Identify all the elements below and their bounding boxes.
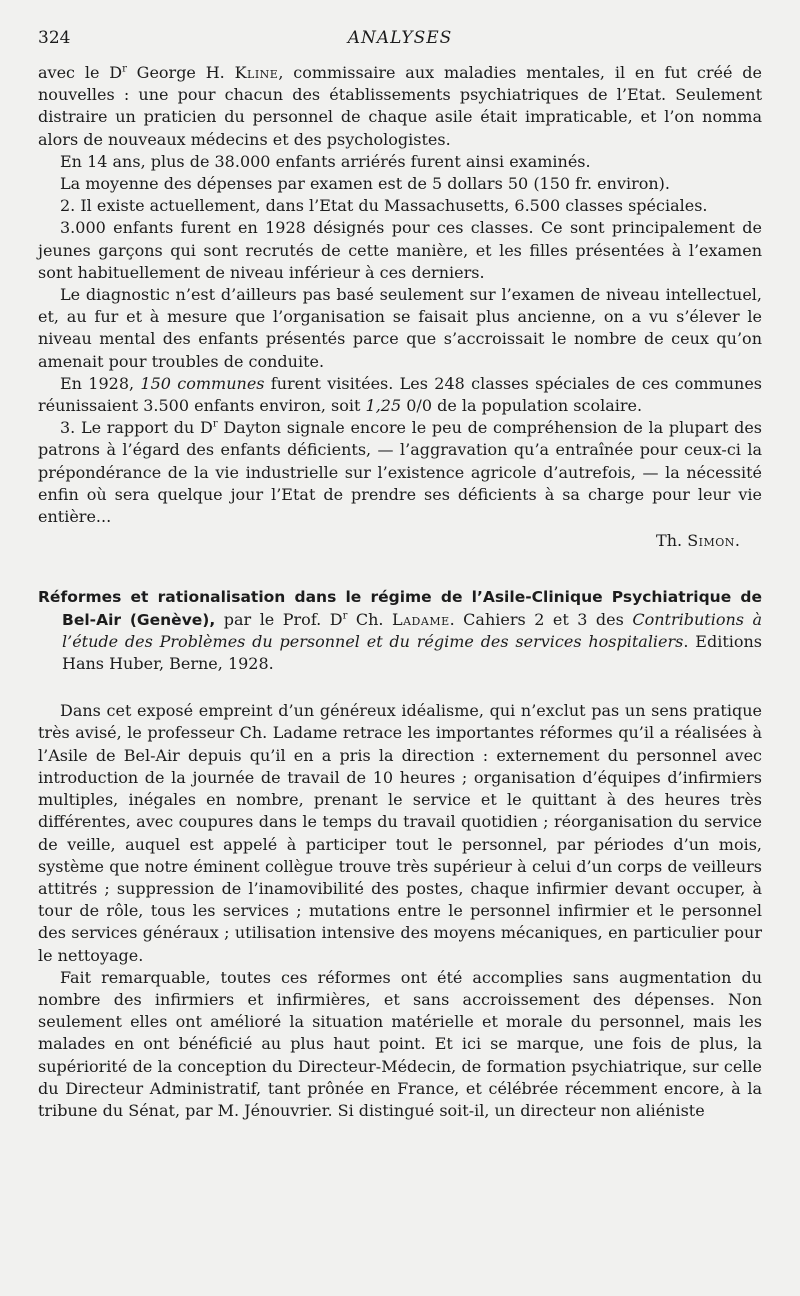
paragraph: 2. Il existe actuellement, dans l’Etat du Massachusetts, 6.500 classes spéciales. <box>60 196 708 216</box>
paragraph: 3.000 enfants furent en 1928 désignés pour ces classes. Ce sont principalement de jeunes garçons qui sont recrutés de cette manière, et les filles présentées à l’examen sont habituellement de niveau inférieur à ces derniers. <box>38 218 762 282</box>
paragraph: avec le $D^r$ George H. Kline, commissaire aux maladies mentales, il en fut créé de nouvelles : une pour chacun des établissements psychiatriques de l’Etat. Seulement distraire un praticien du personnel de chaque asile était impraticable, et l’on nomma alors de nouveaux médecins et des psychologistes. <box>38 63 763 149</box>
running-head: ANALYSES <box>347 28 453 48</box>
paragraph: Fait remarquable, toutes ces réformes ont été accomplies sans augmentation du nombre des infirmiers et infirmières, et sans accroissement des dépenses. Non seulement elles ont amélioré la situation matérielle et morale du personnel, mais les malades en ont bénéficié au plus haut point. Et ici se marque, une fois de plus, la supériorité de la conception du Directeur-Médecin, de formation psychiatrique, sur celle du Directeur Administratif, tant prônée en France, et célébrée récemment encore, à la tribune du Sénat, par M. Jénouvrier. Si distingué soit-il, un directeur non aliéniste <box>38 967 762 1120</box>
paragraph: Dans cet exposé empreint d’un généreux idéalisme, qui n’exclut pas un sens pratique très avisé, le professeur Ch. Ladame retrace les importantes réformes qu’il a réalisées à l’Asile de Bel-Air depuis qu’il en a pris la direction : externement du personnel avec introduction de la journée de travail de 10 heures ; organisation d’équipes d’infirmiers multiples, inégales en nombre, prenant le service et le quittant à des heures très différentes, avec coupures dans le temps du travail quotidien ; réorganisation du service de veille, auquel est appelé à participer tout le personnel, par périodes d’un mois, système que notre éminent collègue trouve très supérieur à celui d’un corps de veilleurs attitrés ; suppression de l’inamovibilité des postes, chaque infirmier devant occuper, à tour de rôle, tous les services ; mutations entre le personnel infirmier et le personnel des services généraux ; utilisation intensive des moyens mécaniques, en particulier pour le nettoyage. <box>38 701 762 965</box>
signature: Th. Simon. <box>656 531 740 551</box>
author-name: Ladame <box>391 609 450 629</box>
paragraph: La moyenne des dépenses par examen est de 5 dollars 50 (150 fr. environ). <box>60 174 671 194</box>
document-page <box>38 28 762 1122</box>
author-name: Kline <box>234 63 279 82</box>
article-continued <box>38 62 762 552</box>
page-header <box>38 28 762 62</box>
review-body <box>38 700 762 1122</box>
paragraph: En 14 ans, plus de 38.000 enfants arriérés furent ainsi examinés. <box>60 151 591 171</box>
paragraph: 3. Le rapport du $D^r$ Dayton signale encore le peu de compréhension de la plupart des patrons à l’égard des enfants déficients, — l’aggravation qu’a entraînée pour ceux-ci la prépondérance de la vie industrielle sur l’existence agricole d’autrefois, — la nécessité enfin où sera quelque jour l’Etat de prendre ses déficients à sa charge pour leur vie entière... <box>38 418 763 527</box>
review-title: Réformes et rationalisation dans le régime de l’Asile-Clinique Psychiatrique de Bel-Air (Genève), par le Prof. $D^r$ Ch. Ladame. Cahiers 2 et 3 des Contributions à l’étude des Problèmes du personnel et du régime des services hospitaliers. Editions Hans Huber, Berne, 1928. <box>38 588 763 674</box>
page-number: 324 <box>38 28 71 48</box>
paragraph: Le diagnostic n’est d’ailleurs pas basé seulement sur l’examen de niveau intellectuel, et, au fur et à mesure que l’organisation se faisait plus ancienne, on a vu s’élever le niveau mental des enfants présentés parce que s’accroissait le nombre de ceux qu’on amenait pour troubles de conduite. <box>38 285 762 371</box>
paragraph: En 1928, 150 communes furent visitées. Les 248 classes spéciales de ces communes réunissaient 3.500 enfants environ, soit 1,25 0/0 de la population scolaire. <box>38 373 762 416</box>
